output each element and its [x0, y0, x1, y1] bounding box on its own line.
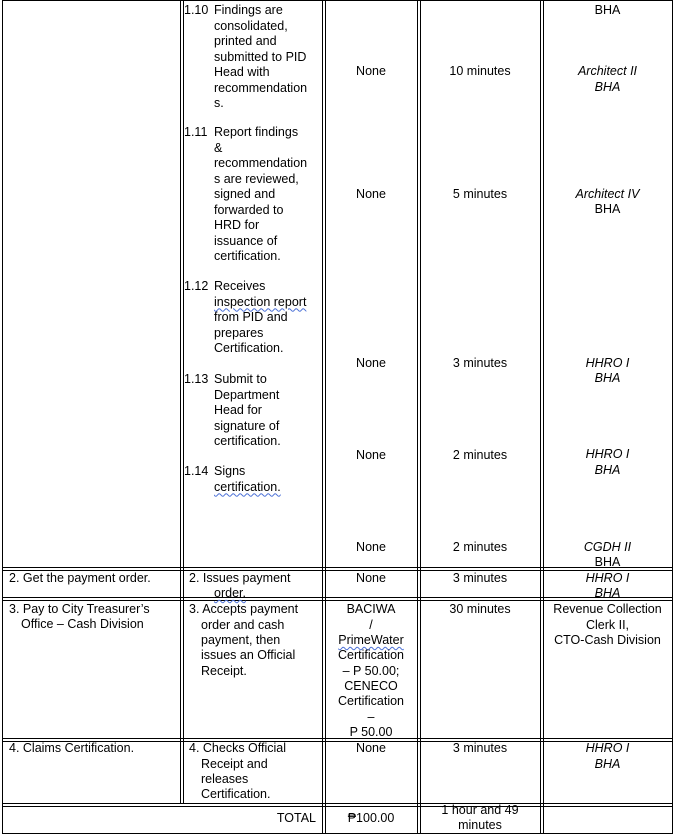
processing-time: 30 minutes	[449, 602, 511, 616]
step-text: Submit to Department Head for signature of certification.	[214, 372, 281, 448]
person-responsible: BHA	[594, 3, 621, 17]
person-responsible: Architect IV	[575, 187, 640, 201]
table-border-right	[672, 0, 673, 834]
fee-line: /	[369, 618, 373, 632]
step-text: Report findings & recommendation s are reviewed, signed and forwarded to HRD for issuance of certification.	[214, 125, 308, 263]
step-text: Findings are consolidated, printed and submitted to PID Head with recommendation s.	[214, 3, 308, 110]
agency-action-cont: order and cash	[201, 618, 285, 632]
column-divider-inner	[543, 0, 544, 834]
column-divider	[540, 0, 541, 834]
person-responsible: Clerk II,	[585, 618, 630, 632]
processing-time: 10 minutes	[449, 64, 511, 78]
fees-cell: None	[356, 187, 386, 201]
person-responsible: HHRO I	[585, 571, 630, 585]
step-number: 1.10	[184, 3, 209, 17]
column-divider-inner	[183, 0, 184, 803]
fee-line: Certification	[338, 694, 404, 708]
client-step-cont: Office – Cash Division	[21, 617, 144, 631]
fee-line: Certification	[338, 648, 404, 662]
fee-line: –	[367, 710, 375, 724]
total-time-cont: minutes	[458, 818, 502, 832]
fees-cell: None	[356, 448, 386, 462]
fee-line: BACIWA	[346, 602, 396, 616]
total-time: 1 hour and 49	[441, 803, 519, 817]
step-text: Receives inspection report from PID and prepares Certification.	[214, 279, 307, 355]
person-responsible: CGDH II	[583, 540, 632, 554]
total-label: TOTAL	[276, 811, 316, 825]
agency-action: 2. Issues payment	[189, 571, 291, 585]
fee-line: – P 50.00;	[342, 664, 400, 678]
row-divider	[2, 803, 673, 804]
fee-line: PrimeWater	[338, 633, 404, 647]
person-responsible: Revenue Collection	[553, 602, 662, 616]
fee-line: CENECO	[344, 679, 398, 693]
person-responsible-office: BHA	[594, 757, 621, 771]
agency-action-cont: Receipt.	[201, 664, 247, 678]
processing-time: 5 minutes	[452, 187, 508, 201]
person-responsible-office: BHA	[594, 202, 621, 216]
agency-action: 3. Accepts payment	[189, 602, 299, 616]
column-divider	[322, 0, 323, 834]
person-responsible-office: BHA	[594, 586, 621, 600]
client-step: 4. Claims Certification.	[9, 741, 135, 755]
total-fees: ₱100.00	[347, 811, 395, 825]
processing-time: 3 minutes	[452, 571, 508, 585]
agency-action-cont: Certification.	[201, 787, 271, 801]
processing-time: 3 minutes	[452, 741, 508, 755]
client-step: 3. Pay to City Treasurer’s	[9, 602, 150, 616]
fees-cell: None	[356, 64, 386, 78]
agency-action-cont: order.	[214, 586, 246, 600]
agency-action-cont: Receipt and	[201, 757, 268, 771]
table-border-bottom	[2, 833, 673, 834]
fees-cell: None	[356, 571, 386, 585]
person-responsible-office: BHA	[594, 463, 621, 477]
row-divider	[2, 0, 673, 1]
person-responsible-office: BHA	[594, 555, 621, 569]
person-responsible: Architect II	[577, 64, 638, 78]
person-responsible: HHRO I	[585, 741, 630, 755]
person-responsible-office: CTO-Cash Division	[554, 633, 661, 647]
column-divider	[417, 0, 418, 834]
processing-time: 3 minutes	[452, 356, 508, 370]
step-number: 1.11	[184, 125, 208, 139]
agency-action-cont: payment, then	[201, 633, 281, 647]
agency-action: 4. Checks Official	[189, 741, 287, 755]
step-number: 1.13	[184, 372, 209, 386]
column-divider	[180, 0, 181, 803]
person-responsible-office: BHA	[594, 371, 621, 385]
client-step: 2. Get the payment order.	[9, 571, 151, 585]
step-number: 1.14	[184, 464, 209, 478]
column-divider-inner	[420, 0, 421, 834]
fees-cell: None	[356, 356, 386, 370]
person-responsible: HHRO I	[585, 447, 630, 461]
fees-cell: None	[356, 540, 386, 554]
fees-cell: None	[356, 741, 386, 755]
agency-action-cont: releases	[201, 772, 249, 786]
person-responsible-office: BHA	[594, 80, 621, 94]
processing-time: 2 minutes	[452, 448, 508, 462]
table-border-left	[2, 0, 3, 834]
processing-time: 2 minutes	[452, 540, 508, 554]
fee-line: P 50.00	[349, 725, 393, 739]
agency-action-cont: issues an Official	[201, 648, 296, 662]
step-text: Signs certification.	[214, 464, 281, 494]
step-number: 1.12	[184, 279, 209, 293]
row-divider	[2, 806, 673, 807]
person-responsible: HHRO I	[585, 356, 630, 370]
